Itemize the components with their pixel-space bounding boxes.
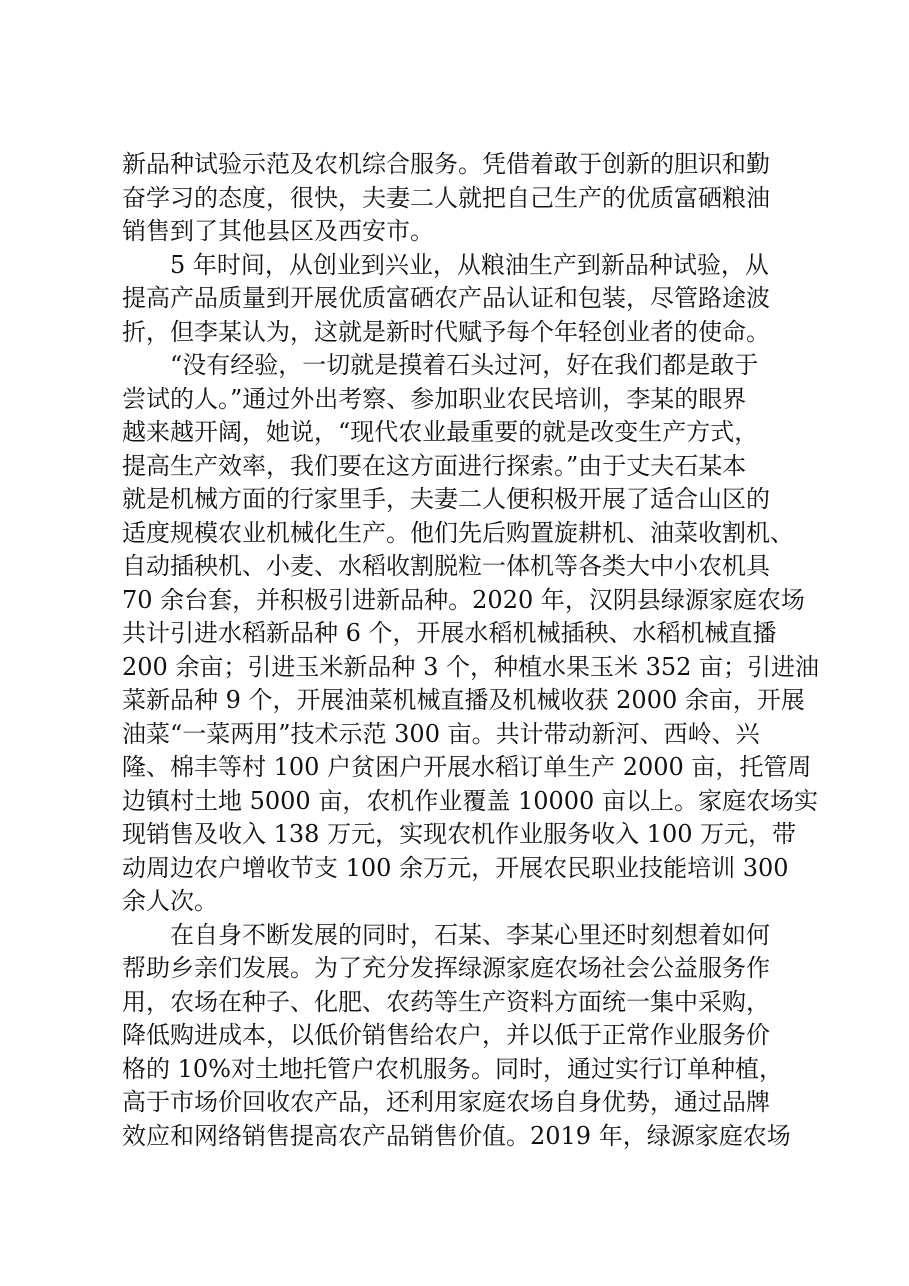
text-line: 奋学习的态度，很快，夫妻二人就把自己生产的优质富硒粮油 xyxy=(122,183,770,212)
body-text xyxy=(122,148,822,1153)
text-line: 高于市场价回收农产品，还利用家庭农场自身优势，通过品牌 xyxy=(122,1088,770,1116)
text-line: 用，农场在种子、化肥、农药等生产资料方面统一集中采购， xyxy=(122,987,770,1016)
text-line: 现销售及收入 138 万元，实现农机作业服务收入 100 万元，带 xyxy=(122,820,797,848)
text-line: 70 余台套，并积极引进新品种。2020 年，汉阴县绿源家庭农场 xyxy=(122,585,805,614)
text-line: 共计引进水稻新品种 6 个，开展水稻机械插秧、水稻机械直播 xyxy=(122,619,777,647)
text-line: 油菜“一菜两用”技术示范 300 亩。共计带动新河、西岭、兴 xyxy=(122,719,760,748)
text-line: 提高产品质量到开展优质富硒农产品认证和包装，尽管路途波 xyxy=(122,284,770,312)
text-line: 5 年时间，从创业到兴业，从粮油生产到新品种试验，从 xyxy=(122,250,769,279)
text-line: 销售到了其他县区及西安市。 xyxy=(122,217,434,245)
text-line: 在自身不断发展的同时，石某、李某心里还时刻想着如何 xyxy=(122,920,770,949)
text-line: 降低购进成本，以低价销售给农户，并以低于正常作业服务价 xyxy=(122,1021,770,1049)
text-line: 提高生产效率，我们要在这方面进行探索。”由于丈夫石某本 xyxy=(122,451,747,480)
text-line: “没有经验，一切就是摸着石头过河，好在我们都是敢于 xyxy=(122,351,759,379)
text-line: 帮助乡亲们发展。为了充分发挥绿源家庭农场社会公益服务作 xyxy=(122,954,770,982)
text-line: 余人次。 xyxy=(122,887,218,915)
text-line: 越来越开阔，她说，“现代农业最重要的就是改变生产方式， xyxy=(122,418,759,446)
text-line: 隆、棉丰等村 100 户贫困户开展水稻订单生产 2000 亩，托管周 xyxy=(122,753,812,781)
text-line: 折，但李某认为，这就是新时代赋予每个年轻创业者的使命。 xyxy=(122,317,770,346)
text-line: 边镇村土地 5000 亩，农机作业覆盖 10000 亩以上。家庭农场实 xyxy=(122,786,818,815)
text-line: 就是机械方面的行家里手，夫妻二人便积极开展了适合山区的 xyxy=(122,485,770,513)
text-line: 适度规模农业机械化生产。他们先后购置旋耕机、油菜收割机、 xyxy=(122,518,794,547)
text-line: 菜新品种 9 个，开展油菜机械直播及机械收获 2000 余亩，开展 xyxy=(122,686,805,714)
text-line: 尝试的人。”通过外出考察、参加职业农民培训，李某的眼界 xyxy=(122,384,747,413)
text-line: 动周边农户增收节支 100 余万元，开展农民职业技能培训 300 xyxy=(122,853,789,882)
text-line: 新品种试验示范及农机综合服务。凭借着敢于创新的胆识和勤 xyxy=(122,150,770,178)
text-line: 200 余亩；引进玉米新品种 3 个，种植水果玉米 352 亩；引进油 xyxy=(122,652,820,681)
text-line: 格的 10%对土地托管户农机服务。同时，通过实行订单种植， xyxy=(122,1054,783,1083)
text-line: 效应和网络销售提高农产品销售价值。2019 年，绿源家庭农场 xyxy=(122,1121,791,1150)
text-line: 自动插秧机、小麦、水稻收割脱粒一体机等各类大中小农机具 xyxy=(122,552,770,580)
